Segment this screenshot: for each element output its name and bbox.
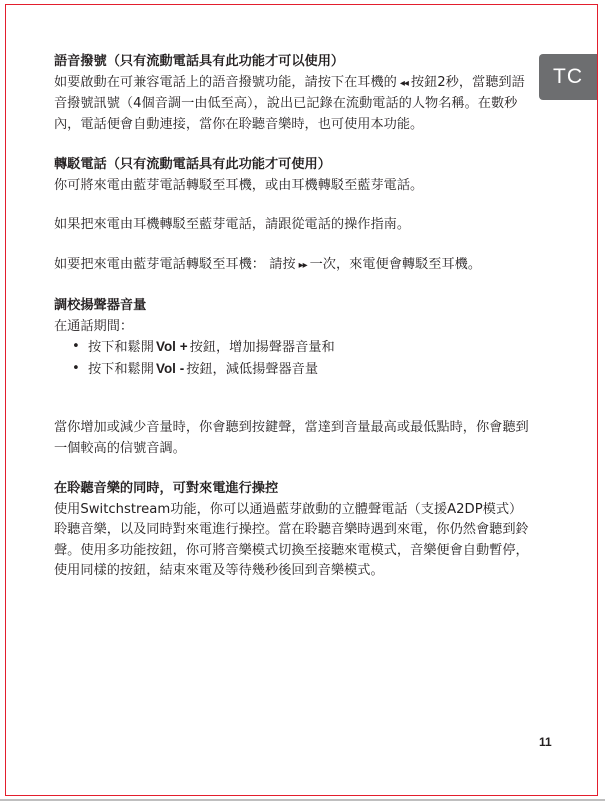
page-number: 11 bbox=[539, 735, 552, 749]
volume-heading: 調校揚聲器音量 bbox=[54, 298, 147, 313]
music-calls-body: 使用Switchstream功能，你可以通過藍芽啟動的立體聲電話（支援A2DP模式）聆聽音樂，以及同時對來電進行操控。當在聆聽音樂時遇到來電，你仍然會聽到鈴聲。使用多功能按鈕，你可將音樂模式切換至接聽來電模式，音樂便會自動暫停，使用同樣的按鈕，結束來電及等待幾秒後回到音樂模式。 bbox=[54, 501, 529, 578]
transfer-heading: 轉駁電話（只有流動電話具有此功能才可使用） bbox=[54, 157, 331, 172]
transfer-line-2: 如果把來電由耳機轉駁至藍芽電話，請跟從電話的操作指南。 bbox=[54, 217, 411, 232]
voice-dial-section bbox=[54, 52, 534, 135]
voice-dial-body-post: 按鈕2秒，當聽到語音撥號訊號（4個音調一由低至高），說出已記錄在流動電話的人物名稱。在數秒內，電話便會自動連接，當你在聆聽音樂時，也可使用本功能。 bbox=[54, 74, 525, 132]
list-item bbox=[54, 359, 534, 381]
volume-section bbox=[54, 296, 534, 459]
vol-plus-label: Vol + bbox=[155, 339, 188, 354]
volume-item-1-pre: 按下和鬆開 bbox=[88, 340, 154, 355]
list-item bbox=[54, 337, 534, 359]
music-calls-heading: 在聆聽音樂的同時，可對來電進行操控 bbox=[54, 481, 279, 496]
manual-content bbox=[54, 52, 534, 582]
volume-intro: 在通話期間： bbox=[54, 318, 134, 334]
voice-dial-heading: 語音撥號（只有流動電話具有此功能才可以使用） bbox=[54, 54, 345, 69]
rewind-icon: ◂◂ bbox=[399, 77, 408, 89]
vol-minus-label: Vol - bbox=[155, 360, 185, 376]
transfer-line-3-pre: 如要把來電由藍芽電話轉駁至耳機： 請按 bbox=[54, 256, 296, 272]
transfer-line-3 bbox=[54, 255, 534, 277]
forward-icon: ▸▸ bbox=[298, 259, 307, 271]
volume-note: 當你增加或減少音量時，你會聽到按鍵聲，當達到音量最高或最低點時，你會聽到一個較高的信號音調。 bbox=[54, 420, 529, 456]
voice-dial-body bbox=[54, 73, 534, 136]
transfer-line-3-post: 一次，來電便會轉駁至耳機。 bbox=[309, 256, 482, 272]
language-tab: TC bbox=[539, 54, 597, 100]
volume-item-2-pre: 按下和鬆開 bbox=[88, 361, 154, 377]
bottom-rule bbox=[0, 799, 605, 801]
volume-list bbox=[54, 337, 534, 380]
transfer-section bbox=[54, 155, 534, 276]
volume-item-1-post: 按鈕，增加揚聲器音量和 bbox=[189, 340, 335, 355]
transfer-line-1: 你可將來電由藍芽電話轉駁至耳機，或由耳機轉駁至藍芽電話。 bbox=[54, 177, 424, 193]
voice-dial-body-pre: 如要啟動在可兼容電話上的語音撥號功能，請按下在耳機的 bbox=[54, 74, 397, 90]
music-calls-section bbox=[54, 479, 534, 582]
volume-item-2-post: 按鈕，減低揚聲器音量 bbox=[186, 361, 319, 377]
